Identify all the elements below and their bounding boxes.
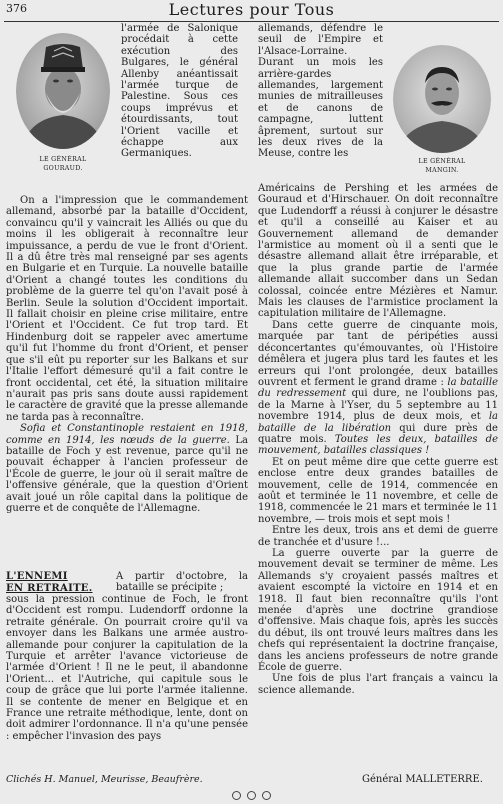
right-paragraph-5: La guerre ouverte par la guerre de mouvement devait se terminer de même. Les Allemands s'y croyaient passés maîtres et avaient escompté la victoire en 1914 et en 1918. Il faut bien reconnaître qu'ils l'ont menée d'après une doctrine grandiose d'offensive. Mais chaque fois, après les succès du début, ils ont trouvé leurs maîtres dans les chefs qui représentaient la doctrine française, dans les anciens professeurs de notre grande École de guerre. (258, 548, 498, 674)
wrap-column-1 (121, 23, 238, 160)
right-paragraph-6: Une fois de plus l'art français a vaincu la science allemande. (258, 673, 498, 696)
right-paragraph-2a: Dans cette guerre de cinquante mois, marquée par tant de péripéties aussi déconcertantes qu'émouvantes, où l'Histoire démêlera et jugera plus tard les fautes et les erreurs qui l'ont prolongée, deux batailles ouvrent et ferment le grand drame : (258, 319, 498, 388)
section-first-text: A partir d'octobre, la bataille se précipite ; (116, 571, 248, 594)
caption-mangin (393, 158, 491, 175)
section-heading-line2: EN RETRAITE. (6, 583, 93, 594)
left-paragraph-2-text: La bataille de Foch y est revenue, parce qu'il ne pouvait échapper à l'ancien professeur de l'École de guerre, le jour où il serait maître de l'offensive générale, que la question d'Orient avait joué un rôle capital dans la politique de guerre et de conquête de l'Allemagne. (6, 434, 249, 514)
right-paragraph-1: Américains de Pershing et les armées de Gouraud et d'Hirschauer. On doit reconnaître que Ludendorff a réussi à conjurer le désastre et qu'il a conseillé au Kaiser et au Gouvernement allemand de demander l'armistice au moment où il a senti que le désastre allemand allait être irréparable, et que la plus grande partie de l'armée allemande allait succomber dans un Sedan colossal, coincée entre Mézières et Namur. Mais les clauses de l'armistice proclament la capitulation militaire de l'Allemagne. (258, 183, 498, 320)
left-column-bottom (6, 594, 248, 742)
caption-gouraud-line1: LE GÉNÉRAL (39, 156, 87, 163)
author-signature: Général MALLETERRE. (362, 774, 483, 785)
left-paragraph-1: On a l'impression que le commandement allemand, absorbé par la bataille d'Occident, convaincu qu'il y vaincrait les Alliés ou que du moins il les obligerait à reconnaître leur impuissance, a perdu de vue le front d'Orient. Il a dû être très mal renseigné par ses agents en Bulgarie et en Turquie. La nouvelle bataille d'Orient a changé toutes les conditions du problème de la guerre tel qu'on l'avait posé à Berlin. Seule la solution d'Occident importait. Il fallait choisir en pleine crise militaire, entre l'Orient et l'Occident. Ce fut trop tard. Et Hindenburg doit se rappeler avec amertume qu'il fut l'homme du front d'Orient, et penser que s'il eût pu reporter sur les Balkans et sur l'Italie l'effort démesuré qu'il a fait contre le front occidental, cet été, la situation militaire n'aurait pas pris sans doute aussi rapidement le caractère de gravité que la presse allemande ne tarda pas à reconnaître. (6, 195, 248, 423)
right-paragraph-2c: qui dure, ne l'oublions pas, de la Marne à l'Yser, du 5 septembre au 11 novembre 1914, plus de deux mois, et (258, 388, 499, 423)
right-column (258, 183, 498, 696)
right-paragraph-2d: la bataille de la libération (258, 411, 498, 434)
running-title: Lectures pour Tous (168, 0, 335, 19)
ornament-circle (247, 791, 256, 800)
portrait-gouraud (16, 33, 110, 149)
end-ornament (229, 785, 274, 804)
right-paragraph-2f: Toutes les deux, batailles de mouvement, batailles classiques ! (258, 433, 499, 457)
right-paragraph-3: Et on peut même dire que cette guerre est enclose entre deux grandes batailles de mouvement, celle de 1914, commencée en août et terminée le 11 novembre, et celle de 1918, commencée le 21 mars et terminée le 11 novembre, — trois mois et sept mois ! (258, 456, 498, 525)
right-paragraph-4: Entre les deux, trois ans et demi de guerre de tranchée et d'usure !... (258, 525, 498, 548)
left-paragraph-2-italic: Sofia et Constantinople restaient en 1918, comme en 1914, les nœuds de la guerre. (6, 423, 248, 446)
left-paragraph-3: sous la pression continue de Foch, le front d'Occident est rompu. Ludendorff ordonne la retraite générale. On pourrait croire qu'il va envoyer dans les Balkans une armée austro-allemande pour conjurer la capitulation de la Turquie et arrêter l'avance victorieuse de l'armée d'Orient ! Il ne le peut, il abandonne l'Orient... et l'Autriche, qui capitule sous le coup de grâce que lui porte l'armée italienne. Il se contente de mener en Belgique et en France une retraite méthodique, lente, dont on doit admirer l'ordonnance. Il n'a qu'une pensée : empêcher l'invasion des pays (6, 594, 248, 742)
header-rule (4, 21, 499, 22)
caption-mangin-line2: MANGIN. (425, 166, 459, 174)
section-first-lines (116, 571, 248, 594)
caption-gouraud-line2: GOURAUD. (43, 164, 83, 172)
photo-credit: Clichés H. Manuel, Meurisse, Beaufrère. (6, 774, 203, 785)
wrap-column-2-text: allemands, défendre le seuil de l'Empire et l'Alsace-Lorraine. Durant un mois les arrière-gardes allemandes, largement munies de mitrailleuses et de canons de campagne, luttent âprement, surtout sur les deux rives de la Meuse, contre les (258, 23, 383, 160)
section-heading-line1: L'ENNEMI (6, 571, 68, 582)
wrap-column-1-text: l'armée de Salonique procédait à cette exécution des Bulgares, le général Allenby anéantissait l'armée turque de Palestine. Sous ces coups imprévus et étourdissants, tout l'Orient vacille et échappe aux Germaniques. (121, 23, 238, 160)
caption-gouraud (16, 156, 110, 173)
caption-mangin-line1: LE GÉNÉRAL (418, 158, 466, 165)
page-number: 376 (6, 2, 27, 15)
ornament-circle (232, 791, 241, 800)
section-heading (6, 571, 112, 595)
right-paragraph-2e: qui dure près de quatre mois. (258, 422, 498, 445)
portrait-mangin (393, 45, 491, 153)
left-column (6, 195, 248, 514)
wrap-column-2 (258, 23, 383, 160)
ornament-circle (262, 791, 271, 800)
right-paragraph-2b: la bataille du redressement (258, 376, 498, 400)
